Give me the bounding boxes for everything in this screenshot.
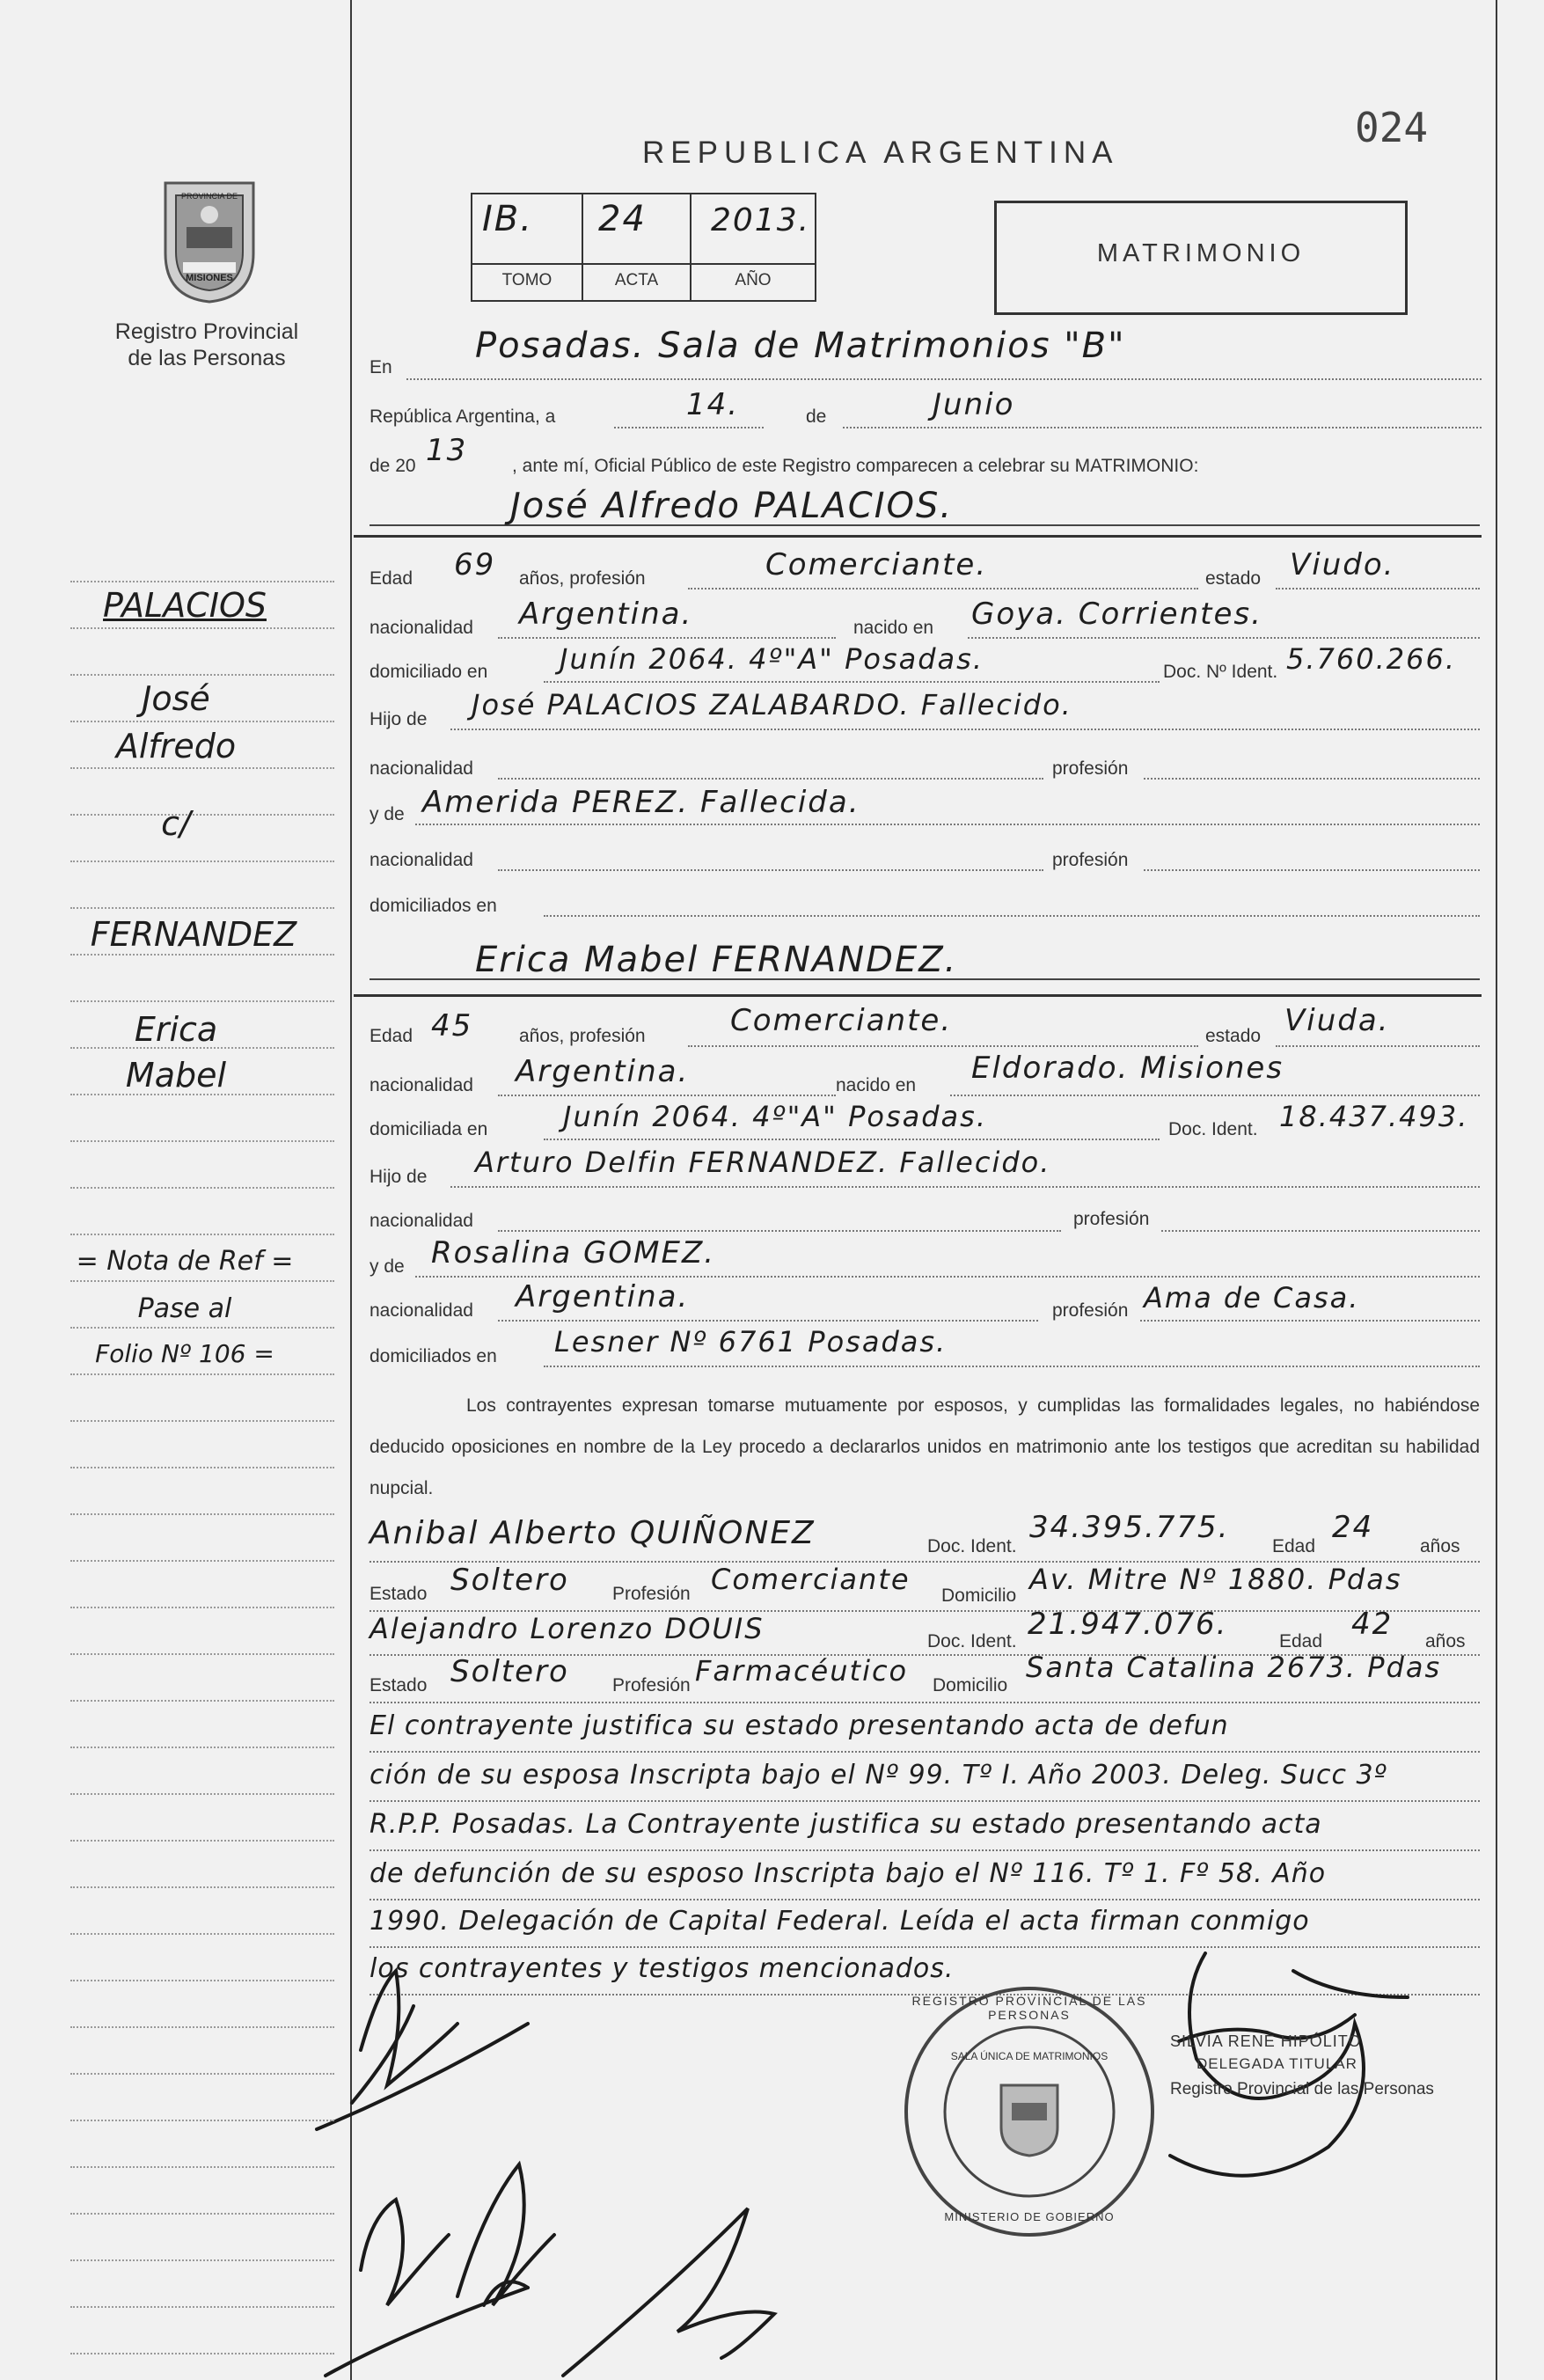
bride-estado-line bbox=[1276, 1045, 1480, 1047]
witness2-profession-label: Profesión bbox=[612, 1675, 691, 1695]
bride-mother: Rosalina GOMEZ. bbox=[431, 1235, 716, 1271]
official-title: DELEGADA TITULAR bbox=[1196, 2055, 1357, 2072]
margin-rule-line bbox=[70, 2259, 334, 2261]
bride-nationality-line bbox=[498, 1095, 836, 1096]
note-text-5: 1990. Delegación de Capital Federal. Leída el acta firman conmigo bbox=[370, 1906, 1310, 1937]
month-value: Junio bbox=[933, 387, 1015, 422]
witness1-name: Anibal Alberto QUIÑONEZ bbox=[370, 1515, 816, 1551]
margin-note-2: Pase al bbox=[137, 1293, 232, 1324]
margin-given-1a: José bbox=[142, 679, 210, 718]
year-prefix: de 20 bbox=[370, 456, 416, 476]
official-office: Registro Provincial de las Personas bbox=[1170, 2080, 1434, 2098]
bride-profession: Comerciante. bbox=[730, 1003, 953, 1038]
groom-mother-profession-label: profesión bbox=[1052, 850, 1129, 870]
stamp-inner-text: SALA ÚNICA DE MATRIMONIOS bbox=[950, 2050, 1109, 2062]
margin-rule-line bbox=[70, 1280, 334, 1282]
year-suffix: 13 bbox=[426, 433, 468, 468]
bride-parents-domicile-label: domiciliados en bbox=[370, 1346, 497, 1366]
note-text-3: R.P.P. Posadas. La Contrayente justifica su estado presentando acta bbox=[370, 1809, 1322, 1840]
bride-father-nationality-line bbox=[498, 1230, 1061, 1232]
bride-age: 45 bbox=[431, 1008, 473, 1044]
en-label: En bbox=[370, 357, 392, 377]
record-type: MATRIMONIO bbox=[1096, 239, 1306, 267]
margin-rule-line bbox=[70, 1886, 334, 1888]
margin-rule-line bbox=[70, 1933, 334, 1935]
bride-doc-label: Doc. Ident. bbox=[1168, 1119, 1258, 1139]
bride-nationality-label: nacionalidad bbox=[370, 1075, 473, 1095]
registry-name bbox=[79, 319, 334, 371]
margin-rule-line bbox=[70, 1467, 334, 1468]
page-number: 024 bbox=[1355, 104, 1429, 151]
note-text-6: los contrayentes y testigos mencionados. bbox=[370, 1953, 955, 1984]
margin-given-2b: Mabel bbox=[125, 1056, 227, 1095]
witness2-doc: 21.947.076. bbox=[1028, 1607, 1228, 1642]
witness1-age-label: Edad bbox=[1272, 1536, 1316, 1556]
margin-rule-line bbox=[70, 1793, 334, 1795]
seal-bottom-text: MISIONES bbox=[186, 273, 233, 283]
margin-rule-line bbox=[70, 1653, 334, 1655]
bride-father: Arturo Delfin FERNANDEZ. Fallecido. bbox=[475, 1146, 1051, 1179]
margin-rule-line bbox=[70, 2213, 334, 2215]
bride-parents-domicile-line bbox=[544, 1366, 1480, 1367]
bride-father-nationality-label: nacionalidad bbox=[370, 1211, 473, 1231]
country-title: REPUBLICA ARGENTINA bbox=[642, 135, 1119, 170]
bride-parents-domicile: Lesner Nº 6761 Posadas. bbox=[554, 1325, 948, 1358]
witness2-profession: Farmacéutico bbox=[695, 1654, 909, 1688]
bride-civil-status: Viuda. bbox=[1284, 1003, 1390, 1038]
witness2-line-b bbox=[370, 1702, 1480, 1703]
seal-top-text: PROVINCIA DE bbox=[180, 192, 238, 201]
bride-estado-label: estado bbox=[1205, 1026, 1262, 1046]
groom-mother-line bbox=[415, 824, 1480, 825]
registry-line-2: de las Personas bbox=[128, 346, 286, 370]
witness1-domicile-label: Domicilio bbox=[941, 1585, 1017, 1606]
margin-given-2a: Erica bbox=[134, 1010, 218, 1049]
margin-rule-line bbox=[70, 1420, 334, 1422]
note-line-4 bbox=[370, 1899, 1480, 1900]
margin-rule-line bbox=[70, 2073, 334, 2075]
stamp-bottom-text: MINISTERIO DE GOBIERNO bbox=[944, 2210, 1115, 2223]
witness1-age: 24 bbox=[1332, 1510, 1374, 1545]
groom-doc-label: Doc. Nº Ident. bbox=[1163, 662, 1278, 682]
bride-domicile-line bbox=[544, 1139, 1160, 1140]
margin-rule-line bbox=[70, 1234, 334, 1235]
margin-rule-line bbox=[70, 2026, 334, 2028]
groom-parents-domicile-label: domiciliados en bbox=[370, 896, 497, 916]
place-value: Posadas. Sala de Matrimonios "B" bbox=[475, 326, 1126, 366]
de-label: de bbox=[806, 406, 827, 427]
acta-value: 24 bbox=[598, 199, 647, 239]
bride-birthplace-label: nacido en bbox=[836, 1075, 917, 1095]
groom-doc-number: 5.760.266. bbox=[1286, 642, 1457, 676]
declaration-paragraph: Los contrayentes expresan tomarse mutuamente por esposos, y cumplidas las formalidades legales, no habiéndose deducido oposiciones en nombre de la Ley procedo a declararlos unidos en matrimonio ante los testigos que acreditan su habilidad nupcial. bbox=[370, 1395, 1480, 1498]
groom-birthplace-line bbox=[968, 637, 1480, 639]
groom-father-nationality-line bbox=[498, 778, 1043, 780]
margin-rule-line bbox=[70, 2306, 334, 2308]
witness2-age-label: Edad bbox=[1279, 1631, 1323, 1651]
margin-rule-line bbox=[70, 1700, 334, 1702]
note-text-2: ción de su esposa Inscripta bajo el Nº 99. Tº I. Año 2003. Deleg. Succ 3º bbox=[370, 1760, 1387, 1790]
registry-stamp-icon bbox=[897, 1980, 1161, 2244]
witness2-age: 42 bbox=[1351, 1607, 1394, 1642]
groom-full-name: José Alfredo PALACIOS. bbox=[510, 486, 954, 526]
groom-domicile-label: domiciliado en bbox=[370, 662, 488, 682]
witness1-profession-label: Profesión bbox=[612, 1584, 691, 1604]
bride-doc-number: 18.437.493. bbox=[1279, 1100, 1469, 1133]
groom-father-nationality-label: nacionalidad bbox=[370, 758, 473, 779]
groom-age-label: Edad bbox=[370, 568, 413, 589]
official-name: SILVIA RENÉ HIPÓLITO bbox=[1170, 2032, 1362, 2050]
bride-mother-nationality: Argentina. bbox=[516, 1279, 690, 1314]
note-text-1: El contrayente justifica su estado presentando acta de defun bbox=[370, 1710, 1229, 1741]
groom-age: 69 bbox=[454, 547, 496, 582]
bride-nationality: Argentina. bbox=[516, 1054, 690, 1089]
margin-rule-line bbox=[70, 1560, 334, 1562]
groom-estado-line bbox=[1276, 588, 1480, 590]
bride-mother-nationality-label: nacionalidad bbox=[370, 1300, 473, 1321]
bride-mother-label: y de bbox=[370, 1256, 405, 1277]
margin-rule-line bbox=[70, 2120, 334, 2121]
tomo-label: TOMO bbox=[501, 271, 552, 289]
margin-rule-line bbox=[70, 627, 334, 629]
margin-rule-line bbox=[70, 2353, 334, 2354]
groom-birthplace: Goya. Corrientes. bbox=[971, 597, 1262, 632]
bride-father-profession-line bbox=[1161, 1230, 1480, 1232]
groom-birthplace-label: nacido en bbox=[853, 618, 934, 638]
margin-given-1b: Alfredo bbox=[115, 727, 237, 765]
groom-domicile: Junín 2064. 4º"A" Posadas. bbox=[560, 642, 984, 676]
month-line bbox=[843, 427, 1482, 428]
margin-rule-line bbox=[70, 1373, 334, 1375]
margin-note-3: Folio Nº 106 = bbox=[95, 1339, 274, 1368]
bride-profession-label: años, profesión bbox=[519, 1026, 646, 1046]
bride-mother-profession-label: profesión bbox=[1052, 1300, 1129, 1321]
groom-profession-label: años, profesión bbox=[519, 568, 646, 589]
place-line bbox=[406, 378, 1482, 380]
groom-profession: Comerciante. bbox=[765, 547, 988, 582]
tomo-value: IB. bbox=[482, 199, 533, 239]
bride-father-profession-label: profesión bbox=[1073, 1209, 1150, 1229]
groom-nationality-line bbox=[498, 637, 836, 639]
groom-mother: Amerida PEREZ. Fallecida. bbox=[422, 785, 860, 820]
groom-father-line bbox=[450, 729, 1480, 730]
groom-parents-domicile-line bbox=[544, 915, 1480, 917]
note-line-2 bbox=[370, 1800, 1480, 1802]
groom-father-profession-line bbox=[1144, 778, 1480, 780]
witness1-estado: Soltero bbox=[450, 1563, 569, 1598]
intro-statement: , ante mí, Oficial Público de este Registro comparecen a celebrar su MATRIMONIO: bbox=[512, 456, 1199, 476]
witness1-estado-label: Estado bbox=[370, 1584, 428, 1604]
bride-father-line bbox=[450, 1186, 1480, 1188]
margin-rule-line bbox=[70, 674, 334, 676]
witness2-domicile: Santa Catalina 2673. Pdas bbox=[1026, 1651, 1442, 1684]
margin-rule-line bbox=[70, 1607, 334, 1608]
bride-mother-profession-line bbox=[1140, 1320, 1480, 1322]
bride-birthplace-line bbox=[950, 1095, 1480, 1096]
margin-rule-line bbox=[70, 1513, 334, 1515]
bride-mother-nationality-line bbox=[498, 1320, 1038, 1322]
groom-estado-label: estado bbox=[1205, 568, 1262, 589]
acta-label: ACTA bbox=[614, 271, 659, 289]
margin-rule-line bbox=[70, 1840, 334, 1842]
day-line bbox=[614, 427, 764, 428]
bride-domicile-label: domiciliada en bbox=[370, 1119, 488, 1139]
witness2-name: Alejandro Lorenzo DOUIS bbox=[370, 1612, 765, 1645]
margin-rule-line bbox=[70, 1187, 334, 1189]
bride-mother-line bbox=[415, 1276, 1480, 1278]
margin-rule-line bbox=[70, 2166, 334, 2168]
republica-label: República Argentina, a bbox=[370, 406, 556, 427]
separator-1 bbox=[354, 535, 1482, 538]
witness2-anos-label: años bbox=[1425, 1631, 1466, 1651]
margin-surname-2: FERNANDEZ bbox=[90, 915, 297, 954]
anio-value: 2013. bbox=[711, 202, 811, 238]
margin-rule-line bbox=[70, 767, 334, 769]
groom-father-label: Hijo de bbox=[370, 709, 428, 729]
note-text-4: de defunción de su esposo Inscripta bajo el Nº 116. Tº 1. Fº 58. Año bbox=[370, 1858, 1327, 1889]
margin-conjunction: c/ bbox=[161, 804, 191, 843]
margin-rule-line bbox=[70, 721, 334, 722]
note-line-1 bbox=[370, 1751, 1480, 1753]
margin-rule-line bbox=[70, 1000, 334, 1002]
witness1-anos-label: años bbox=[1420, 1536, 1460, 1556]
margin-rule-line bbox=[70, 1327, 334, 1329]
margin-note-1: = Nota de Ref = bbox=[76, 1246, 294, 1277]
groom-domicile-line bbox=[544, 681, 1160, 683]
bride-mother-profession: Ama de Casa. bbox=[1144, 1281, 1360, 1314]
groom-mother-nationality-label: nacionalidad bbox=[370, 850, 473, 870]
bride-birthplace: Eldorado. Misiones bbox=[971, 1051, 1284, 1086]
witness2-domicile-label: Domicilio bbox=[933, 1675, 1008, 1695]
margin-rule-line bbox=[70, 1140, 334, 1142]
registry-line-1: Registro Provincial bbox=[114, 319, 299, 344]
margin-rule-line bbox=[70, 907, 334, 909]
margin-rule-line bbox=[70, 860, 334, 862]
groom-mother-label: y de bbox=[370, 804, 405, 824]
bride-domicile: Junín 2064. 4º"A" Posadas. bbox=[563, 1100, 987, 1133]
bride-full-name: Erica Mabel FERNANDEZ. bbox=[475, 940, 958, 980]
margin-surname-1: PALACIOS bbox=[103, 586, 267, 625]
day-value: 14. bbox=[686, 387, 740, 422]
anio-label: AÑO bbox=[735, 271, 772, 289]
witness1-doc: 34.395.775. bbox=[1029, 1510, 1230, 1545]
margin-rule-line bbox=[70, 1980, 334, 1981]
margin-rule-line bbox=[70, 581, 334, 582]
groom-profession-line bbox=[688, 588, 1198, 590]
groom-mother-profession-line bbox=[1144, 869, 1480, 871]
groom-father-profession-label: profesión bbox=[1052, 758, 1129, 779]
margin-rule-line bbox=[70, 954, 334, 956]
witness1-profession: Comerciante bbox=[711, 1563, 911, 1596]
witness1-domicile: Av. Mitre Nº 1880. Pdas bbox=[1029, 1563, 1402, 1596]
groom-civil-status: Viudo. bbox=[1290, 547, 1395, 582]
groom-father: José PALACIOS ZALABARDO. Fallecido. bbox=[472, 688, 1072, 721]
groom-nationality: Argentina. bbox=[519, 597, 693, 632]
groom-mother-nationality-line bbox=[498, 869, 1043, 871]
witness2-estado-label: Estado bbox=[370, 1675, 428, 1695]
stamp-outer-text: REGISTRO PROVINCIAL DE LAS PERSONAS bbox=[911, 1994, 1147, 2022]
bride-profession-line bbox=[688, 1045, 1198, 1047]
provincial-seal-icon bbox=[148, 174, 271, 306]
note-line-3 bbox=[370, 1849, 1480, 1851]
margin-rule-line bbox=[70, 1747, 334, 1748]
groom-nationality-label: nacionalidad bbox=[370, 618, 473, 638]
bride-father-label: Hijo de bbox=[370, 1167, 428, 1187]
bride-age-label: Edad bbox=[370, 1026, 413, 1046]
witness2-doc-label: Doc. Ident. bbox=[927, 1631, 1017, 1651]
witness1-doc-label: Doc. Ident. bbox=[927, 1536, 1017, 1556]
witness2-estado: Soltero bbox=[450, 1654, 569, 1689]
separator-2 bbox=[354, 994, 1482, 997]
